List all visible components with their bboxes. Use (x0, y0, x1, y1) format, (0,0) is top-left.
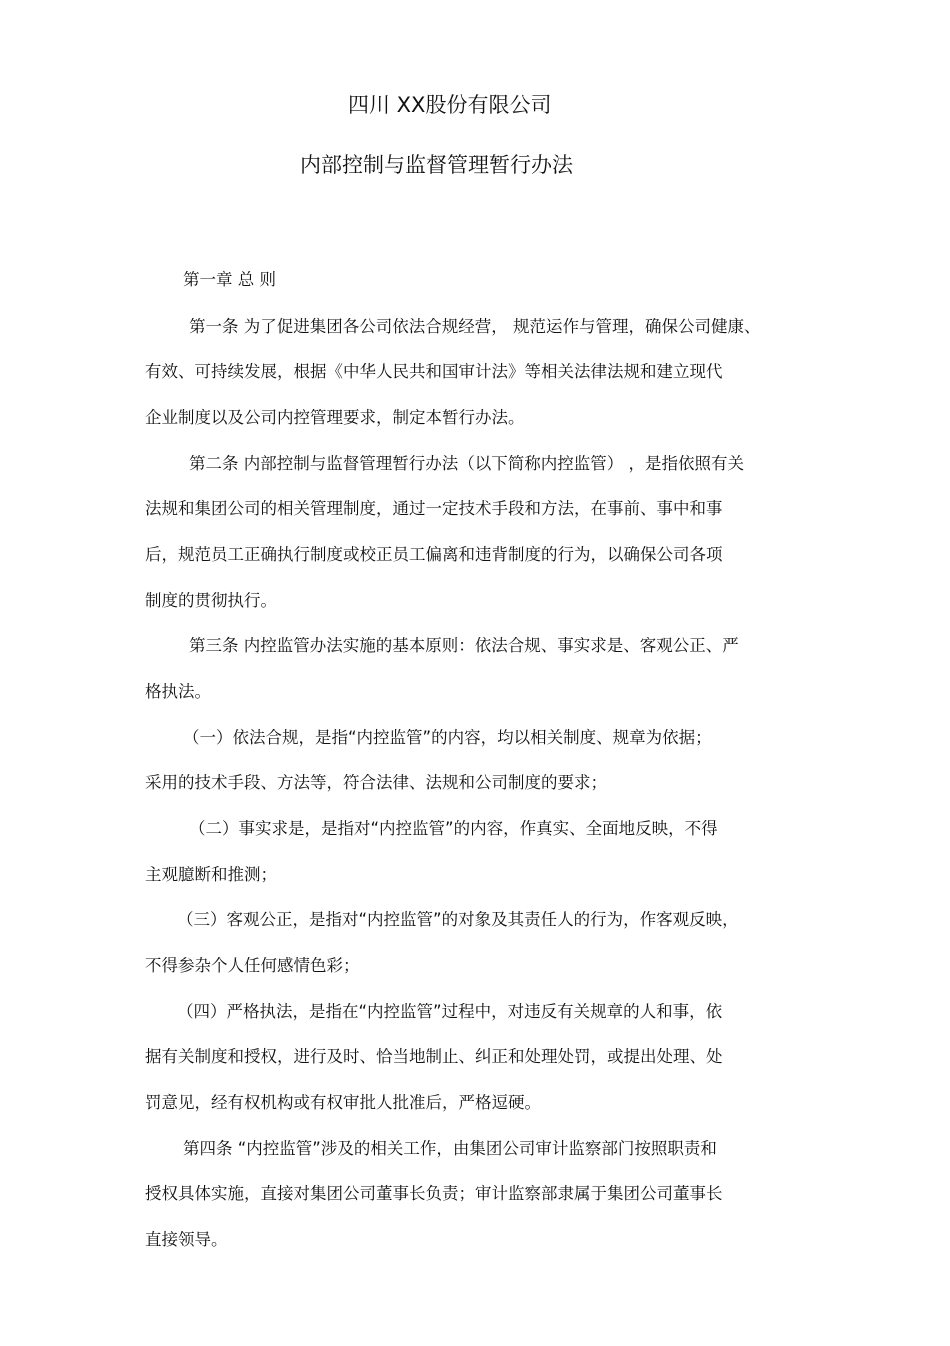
company-title: 四川 XX股份有限公司 (348, 93, 552, 117)
paragraph-line: 后，规范员工正确执行制度或校正员工偏离和违背制度的行为，以确保公司各项 (145, 545, 723, 564)
paragraph-line: 法规和集团公司的相关管理制度，通过一定技术手段和方法，在事前、事中和事 (145, 499, 723, 518)
paragraph-line: （四）严格执法，是指在“内控监管”过程中，对违反有关规章的人和事，依 (177, 1002, 723, 1021)
paragraph-line: 格执法。 (145, 682, 211, 701)
chapter-heading: 第一章 总 则 (183, 270, 276, 289)
paragraph-line: 第三条 内控监管办法实施的基本原则：依法合规、事实求是、客观公正、严 (189, 636, 739, 655)
paragraph-line: 授权具体实施，直接对集团公司董事长负责；审计监察部隶属于集团公司董事长 (145, 1184, 723, 1203)
paragraph-line: （二）事实求是，是指对“内控监管”的内容，作真实、全面地反映，不得 (189, 819, 718, 838)
paragraph-line: （三）客观公正，是指对“内控监管”的对象及其责任人的行为，作客观反映， (177, 910, 739, 929)
paragraph-line: 据有关制度和授权，进行及时、恰当地制止、纠正和处理处罚，或提出处理、处 (145, 1047, 723, 1066)
paragraph-line: 采用的技术手段、方法等，符合法律、法规和公司制度的要求； (145, 773, 607, 792)
paragraph-line: （一）依法合规，是指“内控监管”的内容，均以相关制度、规章为依据； (183, 728, 712, 747)
paragraph-line: 不得参杂个人任何感情色彩； (145, 956, 360, 975)
paragraph-line: 主观臆断和推测； (145, 865, 277, 884)
paragraph-line: 制度的贯彻执行。 (145, 591, 277, 610)
paragraph-line: 第二条 内部控制与监督管理暂行办法（以下简称内控监管） ，是指依照有关 (189, 454, 744, 473)
document-title: 内部控制与监督管理暂行办法 (300, 153, 573, 177)
paragraph-line: 第四条 “内控监管”涉及的相关工作，由集团公司审计监察部门按照职责和 (183, 1139, 717, 1158)
paragraph-line: 罚意见，经有权机构或有权审批人批准后，严格逗硬。 (145, 1093, 541, 1112)
paragraph-line: 第一条 为了促进集团各公司依法合规经营， 规范运作与管理，确保公司健康、 (189, 317, 761, 336)
paragraph-line: 企业制度以及公司内控管理要求，制定本暂行办法。 (145, 408, 525, 427)
paragraph-line: 直接领导。 (145, 1230, 228, 1249)
paragraph-line: 有效、可持续发展，根据《中华人民共和国审计法》等相关法律法规和建立现代 (145, 362, 723, 381)
